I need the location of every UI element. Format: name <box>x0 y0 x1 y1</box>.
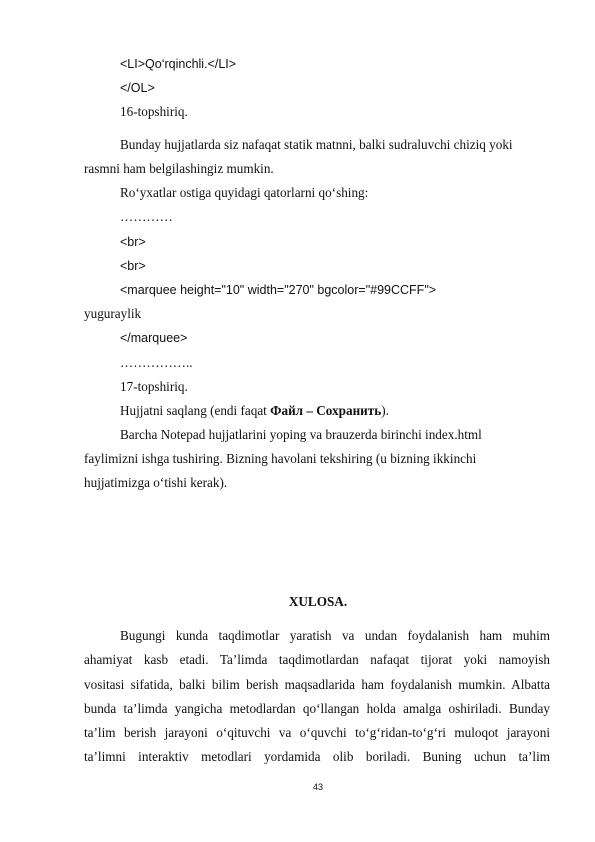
conclusion-line: Bugungi kunda taqdimotlar yaratish va undan foydalanish ham muhim <box>120 628 550 643</box>
code-line-ol-close: </OL> <box>120 81 155 95</box>
text-line: rasmni ham belgilashingiz mumkin. <box>84 161 274 176</box>
save-prefix: Hujjatni saqlang (endi faqat <box>120 403 271 418</box>
text-line: hujjatimizga o‘tishi kerak). <box>84 475 228 490</box>
page-number: 43 <box>312 782 323 792</box>
text-line: faylimizni ishga tushiring. Bizning havolani tekshiring (u bizning ikkinchi <box>84 451 477 466</box>
section-heading: XULOSA. <box>288 594 348 609</box>
ellipsis-line: …………….. <box>120 355 193 370</box>
code-line-content: yuguraylik <box>84 306 142 321</box>
save-menu-path: Файл – Сохранить <box>270 403 382 418</box>
conclusion-line: bunda ta’limda yangicha metodlardan qo‘llangan holda amalga oshiriladi. Bunday <box>84 701 550 716</box>
conclusion-line: ta’limni interaktiv metodlari yordamida olib boriladi. Buning uchun ta’lim <box>84 749 550 764</box>
code-line-br: <br> <box>120 259 146 273</box>
ellipsis-line: ………… <box>120 209 173 224</box>
code-line-br: <br> <box>120 235 146 249</box>
task-17-title: 17-topshiriq. <box>120 379 188 394</box>
code-line-marquee: <marquee height="10" width="270" bgcolor="#99CCFF"> <box>120 283 437 297</box>
code-line-marquee-close: </marquee> <box>120 331 188 345</box>
conclusion-line: ta’lim berish jarayoni o‘qituvchi va o‘quvchi to‘g‘ridan-to‘g‘ri muloqot jarayoni <box>84 725 550 740</box>
save-suffix: ). <box>381 403 389 418</box>
text-line: Barcha Notepad hujjatlarini yoping va brauzerda birinchi index.html <box>120 427 482 442</box>
code-line-li: <LI>Qo‘rqinchli.</LI> <box>120 57 237 71</box>
text-line: Bunday hujjatlarda siz nafaqat statik matnni, balki sudraluvchi chiziq yoki <box>120 137 513 152</box>
conclusion-line: vositasi sifatida, balki bilim berish maqsadlarida ham foydalanish mumkin. Albatta <box>84 677 550 692</box>
save-instruction <box>120 403 389 419</box>
text-line: Ro‘yxatlar ostiga quyidagi qatorlarni qo‘shing: <box>120 185 369 200</box>
conclusion-line: ahamiyat kasb etadi. Ta’limda taqdimotlardan nafaqat tijorat yoki namoyish <box>84 652 550 667</box>
task-16-title: 16-topshiriq. <box>120 104 188 119</box>
